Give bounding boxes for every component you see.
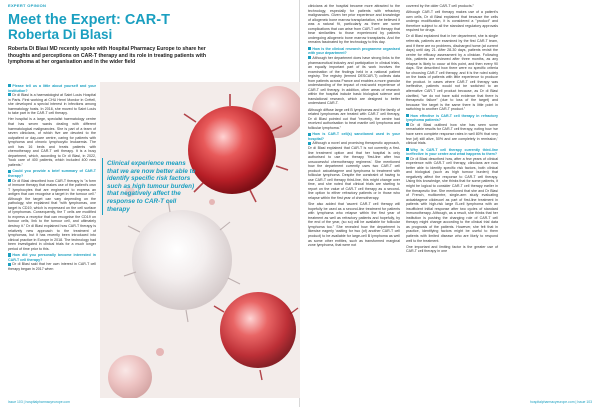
question-bullet-icon	[308, 133, 311, 136]
paragraph-text: Although a novel and promising therapeutic approach, Dr di Blasi explained that CAR-T is not currently a first-line treatment option and that her hospital is only authorised to use the therapy 'first-line after two unsuccessful chemotherapy regimens'. She mentioned how the department currently uses two CAR-T cell product: axicabtagene and lymphoma to treatment with follicular lymphoma. Despite the constraint of having to use CAR-T cell therapy third-line, this might change over time, and she noted that clinical trials are starting to report on the value of CAR-T cell therapy as a second-line option to either refractory patients or in those who relapse within the first year of chemotherapy.	[308, 141, 400, 201]
paragraph-text: Although CAR-T cell therapy makes use of a patient's own cells, Dr di Blasi explained that because the cells undergo modification, it is considered a "product" and therefore subject to all the standard regulatory approvals required for drugs.	[406, 10, 498, 33]
body-paragraph	[308, 108, 400, 131]
question-heading	[308, 132, 400, 141]
question-bullet-icon	[406, 148, 409, 151]
paragraph-text: Dr di Blasi described how, after a few years of clinical experience with CAR-T cell therapy, clinicians are now better able to identify specific risk factors, both clinical and biological (such as high tumour burden) that negatively affect the response to CAR-T cell therapy. Using this knowledge, she thinks that for some patients, it might be logical to consider CAR-T cell therapy earlier in the therapeutic line. She mentioned that she and Dr Blasi of French, multicentre, single-arm study evaluating axicabtagene ciloleucel as part of first-line treatment in patients with high-risk large B-cell lymphoma with an insufficient initial response after two cycles of standard immunotherapy. Although, as a result, she thinks that her institution is pushing the changing role of CAR-T cell therapy might change according to the clinical trial data as prognosis of the patients. However, she felt that in practice, identifying factors might be useful to them patients with limited disease who are likely to respond well to the treatment.	[406, 156, 498, 243]
paragraph-text: Although her department does have strong links to the pharmaceutical industry and participation in clinical trials, an equally important part of its work involves the examination of the findings held in a national patient registry. The registry (termed DESCAR-T) collects data from patients across France and enables a more granular understanding of the impact of real-world experience of CAR-T cell therapy. In addition, other areas of research within the hospital include basic biological science and translational research, which are designed to better understand CAR-T.	[308, 56, 400, 106]
question-bullet-icon	[8, 170, 11, 173]
question-text: Please tell us a little about yourself and your institution?	[8, 84, 96, 93]
question-heading	[8, 84, 96, 93]
paragraph-text: Dr di Blasi is a haematologist at Saint Louis Hospital in Paris. First working at CHU Henri Mondor in Créteil, she developed a special interest in infections among haematology hosts. In 2016, she moved to Saint Louis to take part in the CAR-T cell therapy.	[8, 93, 96, 116]
question-bullet-icon	[406, 114, 409, 117]
article-intro: Roberta Di Blasi MD recently spoke with Hospital Pharmacy Europe to share her thoughts and perceptions on CAR-T therapy and its role in treating patients with lymphoma at her organisation and in the wider field	[8, 46, 206, 66]
answer-bullet-icon	[406, 157, 409, 160]
column-1	[8, 82, 96, 273]
answer-paragraph	[8, 93, 96, 116]
question-text: Why is CAR-T cell therapy currently third-line ineffective in your centre and what happens to them?	[406, 147, 498, 157]
question-heading	[406, 114, 498, 123]
answer-paragraph	[406, 123, 498, 146]
cell-illustration	[100, 82, 300, 398]
question-bullet-icon	[8, 84, 11, 87]
answer-bullet-icon	[406, 123, 409, 126]
answer-bullet-icon	[308, 142, 311, 145]
paragraph-text: Although diffuse large cell B lymphomas and the family of related lymphomas are treated with CAR-T cell therapy, Dr di Blasi pointed out that "recently, the centre had received authorisation to treat mantle cell lymphoma and follicular lymphoma."	[308, 107, 400, 130]
paragraph-text: Dr di Blasi explained that in her department, she is single referrals, patients are examined by the first CAR-T team, and if there are no problems, discharged home (at current days) until day 21. After 28-30 days, patients revisit the centre for efficacy assessment by a clinician. Following this, patients are reviewed after three months, as any relapse is likely to occur at this point, and then every 90 days. She described how there were no specific criteria for choosing CAR-T cell therapy, and it is the ruled solely on the basis of patients with little experience to produce the product. In cases where CAR-T cell therapy was ineffective, patients would not be switched to an alternative CAR-T cell product because, as Dr di Blasi clarified, "we do not have solid evidence that there is therapeutic failure" (due to loss of the target) and because 'the target is the same there is little point in switching to another CAR-T product."	[406, 34, 498, 112]
paragraph-text: One important and limiting factor is the greater use of CAR-T cell therapy in one	[406, 244, 498, 254]
paragraph-text: Dr di Blasi outlined how she has seen some remarkable results for CAR-T cell therapy, noting how 'we have seen complete response rates in well 80% that very few (of) still alive, 50% and are completely in remission,' clinical trials.	[406, 122, 498, 146]
column-3	[406, 4, 498, 255]
article-title: Meet the Expert: CAR-T	[8, 12, 170, 28]
body-paragraph	[406, 4, 498, 9]
answer-bullet-icon	[8, 93, 11, 96]
paragraph-text: clinicians at the hospital became more attracted to the technology, especially for patients with refractory malignancies. Given her prior experience and knowledge of allogeneic bone marrow transplantation, she believed it was a natural fit, particularly as there are some complications that can arise from CAR-T cell therapy that bear similarities to those experienced by patients undergoing allogeneic bone marrow transplants. And the remains fascinated by the technology to this day.	[308, 4, 400, 45]
question-text: How is CAR-T cell(s) sanctioned used in your hospital?	[308, 132, 400, 141]
answer-bullet-icon	[308, 56, 311, 59]
question-bullet-icon	[8, 253, 11, 256]
answer-paragraph	[8, 179, 96, 252]
question-text: How effective is CAR-T cell therapy in refractory lymphoma patients?	[406, 113, 498, 123]
footer-right: hospitalpharmacyeurope.com | Issue 103	[530, 400, 592, 404]
question-text: How is the clinical research programme organised with your department?	[308, 46, 400, 56]
paragraph-text: covered by the older CAR-T cell products."	[406, 4, 474, 8]
column-2	[308, 4, 400, 249]
footer-left: Issue 103 | hospitalpharmacyeurope.com	[8, 400, 70, 404]
question-heading	[406, 148, 498, 157]
right-page	[300, 0, 600, 407]
pull-quote: Clinical experience means that we are now better able to identify specific risk factors such as high tumour burden) that negatively affect the response to CAR-T cell therapy	[102, 158, 198, 215]
paragraph-text: She also added that 'ascent CAR-T cell therapy will hopefully be used as a second-line treatment for patients with lymphoma who relapse within the first year of treatment as well as refractory patients and hopefully, by the end of the year, (so so) will be available for follicular lymphoma too." She revealed how the department is likewise eagerly 'waiting for two (of) another CAR-T cell product) to be available for large-cell B lymphoma as well as some other entities, such as transformed marginal zone lymphoma, that were not	[308, 202, 400, 248]
question-heading	[308, 47, 400, 56]
body-paragraph	[406, 10, 498, 33]
section-tag: EXPERT OPINION	[8, 3, 47, 8]
question-text: How did you personally become interested in CAR-T cell therapy?	[8, 253, 96, 262]
answer-paragraph	[308, 141, 400, 200]
question-heading	[8, 169, 96, 178]
body-paragraph	[406, 34, 498, 111]
paragraph-text: Dr di Blasi described how CAR-T therapy is "a form of immune therapy that makes use of the patient's own T lymphocytes that are engineered to express an antigen that can recognise a target in the tumour cell." Although the target can vary depending on the pathology, she explained that "with lymphomas, one target is CD19, which is expressed on the cell surface of lymphomas. Consequently, the T cells are modified to express a receptor that can recognise the CD19 on tumour cells, link to the tumour cell, and ultimately destroy it." Dr di Blasi explained how CAR-T therapy is relatively new approach to the treatment of lymphomas, but it has recently been introduced into clinical practice in Europe in 2018. The technology had been investigated in clinical trials for a much longer period of time prior to this.	[8, 178, 96, 251]
question-heading	[8, 253, 96, 262]
answer-paragraph	[8, 262, 96, 271]
question-text: Could you provide a brief summary of CAR-T therapy?	[8, 169, 96, 178]
body-paragraph	[308, 4, 400, 45]
body-paragraph	[308, 202, 400, 247]
answer-bullet-icon	[8, 263, 11, 266]
answer-bullet-icon	[8, 179, 11, 182]
paragraph-text: Her hospital is a large, specialist haematology centre that has seven wards dealing with different haematological malignancies. She is part of a team of seven clinicians, of which five are devoted to the outpatient or day-care centre, caring for patients with lymphoma and chronic lymphocytic leukaemia. The unit has 16 beds and treats patients with chemotherapy and CAR-T cell therapy. It is a busy department, which, according to Dr di Blasi, in 2022, "took care of 400 patients, which included 400 new patients."	[8, 117, 96, 167]
body-paragraph	[406, 245, 498, 254]
answer-paragraph	[308, 56, 400, 106]
article-subtitle: Roberta Di Blasi	[8, 27, 113, 42]
body-paragraph	[8, 117, 96, 167]
answer-paragraph	[406, 157, 498, 243]
t-cell-illustration-icon	[100, 82, 300, 398]
paragraph-text: Dr di Blasi said that her own interest in CAR-T cell therapy began in 2017 when	[8, 262, 96, 271]
question-bullet-icon	[308, 47, 311, 50]
